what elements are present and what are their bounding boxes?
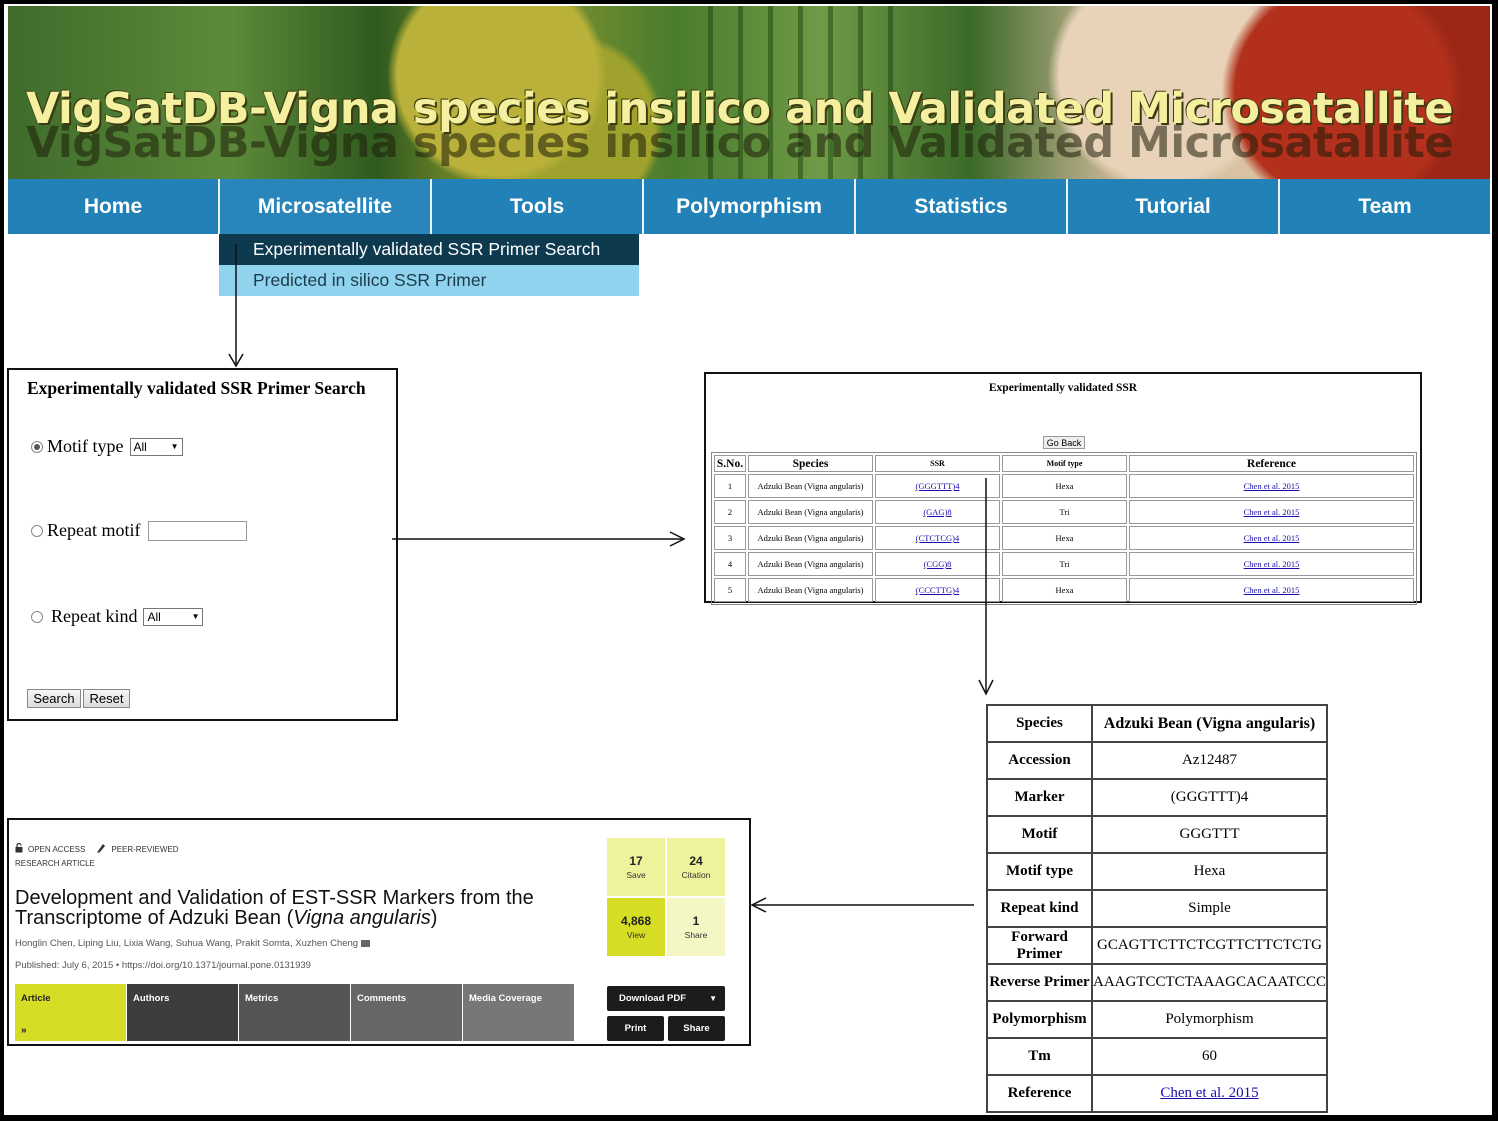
detail-value: 60: [1092, 1038, 1327, 1075]
metric-save[interactable]: [607, 838, 665, 896]
results-table: [711, 452, 1417, 605]
tab-article-label: Article: [21, 993, 51, 1004]
repeat-motif-row: [31, 520, 247, 541]
site-banner: [8, 6, 1490, 179]
metric-save-count: 17: [629, 854, 643, 868]
metric-citation-count: 24: [689, 854, 703, 868]
table-row: [714, 526, 1414, 550]
nav-microsatellite[interactable]: Microsatellite: [220, 179, 432, 234]
ssr-link[interactable]: (CCCTTG)4: [915, 585, 960, 595]
nav-tutorial[interactable]: Tutorial: [1068, 179, 1280, 234]
cell-reference: [1129, 500, 1414, 524]
tab-article[interactable]: [15, 984, 126, 1041]
cell-ssr: [875, 526, 1000, 550]
arrowhead-left: [752, 898, 766, 912]
article-metrics: [607, 838, 725, 956]
lock-open-icon: [15, 840, 23, 858]
col-sno: S.No.: [714, 455, 746, 472]
repeat-kind-select[interactable]: [143, 608, 203, 626]
detail-row: [987, 705, 1327, 742]
go-back-button[interactable]: Go Back: [1043, 436, 1085, 449]
repeat-kind-label: Repeat kind: [51, 606, 138, 626]
detail-key: Motif: [987, 816, 1092, 853]
cell-reference: [1129, 578, 1414, 602]
metric-view-label: View: [626, 930, 646, 940]
nav-tools[interactable]: Tools: [432, 179, 644, 234]
detail-value: AAAGTCCTCTAAAGCACAATCCC: [1092, 964, 1327, 1001]
reference-link[interactable]: Chen et al. 2015: [1243, 533, 1300, 543]
tab-metrics[interactable]: Metrics: [239, 984, 350, 1041]
detail-key: Accession: [987, 742, 1092, 779]
detail-key: Reference: [987, 1075, 1092, 1112]
arrowhead-down-2: [979, 680, 993, 694]
metric-citation-label: Citation: [681, 870, 711, 880]
metric-share[interactable]: [667, 898, 725, 956]
detail-row: [987, 779, 1327, 816]
detail-row: [987, 853, 1327, 890]
article-title-italic: Vigna angularis: [293, 907, 431, 929]
chevron-down-icon: ▼: [191, 612, 200, 621]
ssr-link[interactable]: (CGG)8: [923, 559, 952, 569]
detail-key: Tm: [987, 1038, 1092, 1075]
reference-link[interactable]: Chen et al. 2015: [1243, 585, 1300, 595]
metric-view-count: 4,868: [620, 914, 652, 928]
email-icon[interactable]: [361, 940, 370, 947]
tab-authors[interactable]: Authors: [127, 984, 238, 1041]
cell-species: Adzuki Bean (Vigna angularis): [748, 552, 873, 576]
detail-value: [1092, 1075, 1327, 1112]
table-row: [714, 552, 1414, 576]
motif-type-value: All: [133, 439, 147, 454]
detail-row: [987, 1001, 1327, 1038]
col-motif-type: Motif type: [1002, 455, 1127, 472]
cell-species: Adzuki Bean (Vigna angularis): [748, 500, 873, 524]
article-panel: [7, 818, 751, 1046]
cell-ssr: [875, 500, 1000, 524]
article-authors-text: Honglin Chen, Liping Liu, Lixia Wang, Suhua Wang, Prakit Somta, Xuzhen Cheng: [15, 938, 359, 949]
article-badges: [15, 840, 178, 858]
detail-value: (GGGTTT)4: [1092, 779, 1327, 816]
detail-key: Reverse Primer: [987, 964, 1092, 1001]
article-title[interactable]: [15, 888, 585, 928]
motif-type-label: Motif type: [47, 436, 124, 456]
cell-motif-type: Hexa: [1002, 578, 1127, 602]
repeat-kind-value: All: [147, 609, 161, 624]
search-panel: [7, 368, 398, 721]
detail-value: Simple: [1092, 890, 1327, 927]
metric-citation[interactable]: [667, 838, 725, 896]
nav-polymorphism[interactable]: Polymorphism: [644, 179, 856, 234]
detail-value: Adzuki Bean (Vigna angularis): [1092, 705, 1327, 742]
cell-motif-type: Tri: [1002, 552, 1127, 576]
repeat-motif-label: Repeat motif: [47, 520, 141, 540]
cell-ssr: [875, 578, 1000, 602]
print-button[interactable]: Print: [607, 1016, 664, 1041]
pen-icon: [96, 840, 106, 858]
dropdown-validated-search[interactable]: Experimentally validated SSR Primer Search: [219, 234, 639, 265]
col-reference: Reference: [1129, 455, 1414, 472]
marker-detail-table: [986, 704, 1328, 1113]
metric-save-label: Save: [626, 870, 646, 880]
site-title: VigSatDB-Vigna species insilico and Validated Microsatallite: [26, 84, 1454, 134]
repeat-motif-input[interactable]: [148, 521, 247, 541]
repeat-motif-radio[interactable]: [31, 525, 43, 537]
cell-sno: 1: [714, 474, 746, 498]
detail-row: [987, 816, 1327, 853]
col-species: Species: [748, 455, 873, 472]
ssr-link[interactable]: (CTCTCG)4: [915, 533, 960, 543]
table-row: [714, 578, 1414, 602]
detail-value: GGGTTT: [1092, 816, 1327, 853]
cell-motif-type: Tri: [1002, 500, 1127, 524]
reset-button[interactable]: Reset: [83, 689, 130, 708]
search-title: Experimentally validated SSR Primer Search: [27, 378, 366, 398]
nav-team[interactable]: Team: [1358, 194, 1412, 218]
motif-type-row: [31, 436, 183, 457]
results-title: Experimentally validated SSR: [988, 382, 1138, 394]
nav-statistics[interactable]: Statistics: [856, 179, 1068, 234]
ssr-link[interactable]: (GGGTTT)4: [915, 481, 960, 491]
cell-sno: 3: [714, 526, 746, 550]
repeat-kind-row: [31, 606, 203, 627]
detail-row: [987, 742, 1327, 779]
table-row: [714, 500, 1414, 524]
cell-reference: [1129, 526, 1414, 550]
tab-comments[interactable]: Comments: [351, 984, 462, 1041]
arrowhead-right: [670, 532, 684, 546]
detail-row: [987, 964, 1327, 1001]
detail-row: [987, 927, 1327, 964]
article-type: RESEARCH ARTICLE: [15, 859, 95, 868]
chevron-down-icon: »: [21, 1025, 27, 1036]
chevron-down-icon[interactable]: ▼: [709, 994, 717, 1003]
motif-type-select[interactable]: [130, 438, 183, 456]
arrowhead-down-1: [229, 354, 243, 366]
tab-media-coverage[interactable]: Media Coverage: [463, 984, 574, 1041]
cell-sno: 4: [714, 552, 746, 576]
table-row: [714, 474, 1414, 498]
cell-species: Adzuki Bean (Vigna angularis): [748, 474, 873, 498]
detail-key: Polymorphism: [987, 1001, 1092, 1038]
share-button[interactable]: Share: [668, 1016, 725, 1041]
motif-type-radio[interactable]: [31, 441, 43, 453]
detail-key: Motif type: [987, 853, 1092, 890]
detail-key: Species: [987, 705, 1092, 742]
microsatellite-dropdown: [219, 234, 639, 296]
detail-key: Forward Primer: [987, 927, 1092, 964]
peer-reviewed-label: PEER-REVIEWED: [111, 844, 179, 854]
metric-view[interactable]: [607, 898, 665, 956]
article-tabs: [15, 984, 575, 1041]
cell-sno: 5: [714, 578, 746, 602]
detail-key: Repeat kind: [987, 890, 1092, 927]
cell-sno: 2: [714, 500, 746, 524]
open-access-label: OPEN ACCESS: [28, 844, 86, 854]
cell-reference: [1129, 474, 1414, 498]
main-nav: [8, 179, 1490, 234]
article-published: Published: July 6, 2015 • https://doi.org/10.1371/journal.pone.0131939: [15, 960, 311, 971]
cell-species: Adzuki Bean (Vigna angularis): [748, 526, 873, 550]
chevron-down-icon: ▼: [170, 442, 179, 451]
dropdown-predicted-primer[interactable]: Predicted in silico SSR Primer: [219, 265, 639, 296]
col-ssr: SSR: [875, 455, 1000, 472]
metric-share-count: 1: [692, 914, 700, 928]
cell-reference: [1129, 552, 1414, 576]
detail-row: [987, 1038, 1327, 1075]
article-authors[interactable]: [15, 938, 370, 949]
detail-value: Hexa: [1092, 853, 1327, 890]
download-pdf-button[interactable]: [607, 986, 725, 1011]
detail-value: Polymorphism: [1092, 1001, 1327, 1038]
repeat-kind-radio[interactable]: [31, 611, 43, 623]
reference-link[interactable]: Chen et al. 2015: [1160, 1085, 1259, 1101]
results-panel: [704, 372, 1422, 603]
metric-share-label: Share: [684, 930, 708, 940]
cell-species: Adzuki Bean (Vigna angularis): [748, 578, 873, 602]
nav-home[interactable]: Home: [8, 179, 220, 234]
article-title-end: ): [430, 907, 438, 929]
search-button[interactable]: Search: [27, 689, 81, 708]
cell-ssr: [875, 474, 1000, 498]
table-header-row: [714, 455, 1414, 472]
ssr-link[interactable]: (GAG)8: [923, 507, 952, 517]
detail-row: [987, 1075, 1327, 1112]
detail-value: GCAGTTCTTCTCGTTCTTCTCTG: [1092, 927, 1327, 964]
cell-motif-type: Hexa: [1002, 526, 1127, 550]
article-title-main: Development and Validation of EST-SSR Markers from the Transcriptome of Adzuki Bean (: [15, 887, 534, 929]
figure-canvas: [4, 4, 1492, 1115]
cell-ssr: [875, 552, 1000, 576]
detail-row: [987, 890, 1327, 927]
reference-link[interactable]: Chen et al. 2015: [1243, 481, 1300, 491]
reference-link[interactable]: Chen et al. 2015: [1243, 559, 1300, 569]
cell-motif-type: Hexa: [1002, 474, 1127, 498]
detail-key: Marker: [987, 779, 1092, 816]
reference-link[interactable]: Chen et al. 2015: [1243, 507, 1300, 517]
download-pdf-label: Download PDF: [619, 993, 687, 1004]
detail-value: Az12487: [1092, 742, 1327, 779]
